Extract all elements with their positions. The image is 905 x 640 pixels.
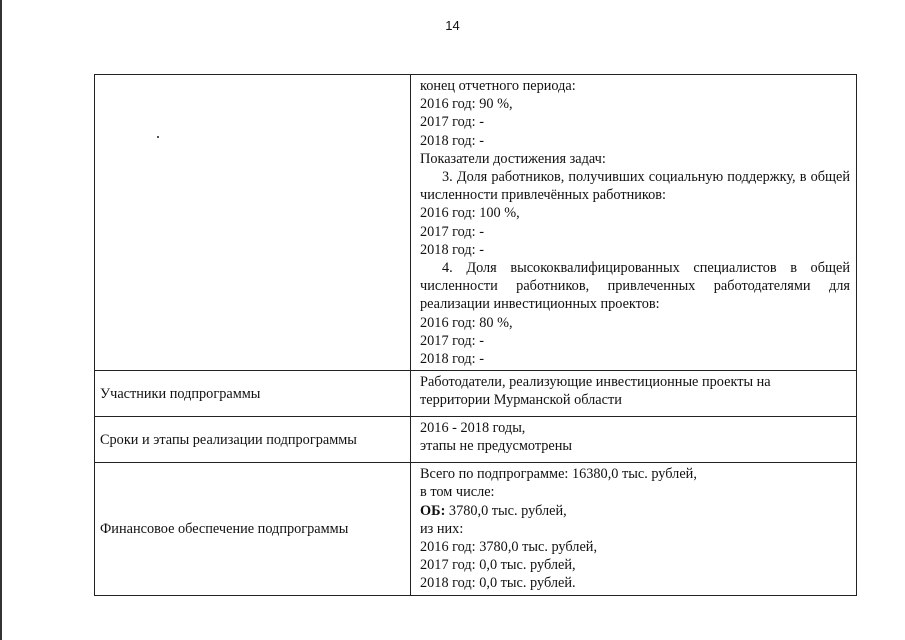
funding-total: Всего по подпрограмме: 16380,0 тыс. рублей,: [420, 466, 697, 483]
table-row-funding: [95, 463, 857, 595]
terms-value: 2016 - 2018 годы,: [420, 420, 526, 437]
passport-table: [94, 74, 857, 596]
terms-value: этапы не предусмотрены: [420, 438, 573, 455]
indicator-3-value: 2016 год: 100 %,: [420, 205, 520, 222]
indicator-4-text: 4. Доля высококвалифицированных специалистов в общей численности работников, привлеченных работодателями для реализации инвестиционных проектов:: [420, 260, 850, 313]
funding-year: 2017 год: 0,0 тыс. рублей,: [420, 557, 576, 574]
indicators-label-cell: [95, 75, 411, 371]
funding-ob-line: [420, 502, 850, 520]
participants-value-cell: [411, 371, 857, 417]
table-row-indicators: [95, 75, 857, 371]
participants-value: Работодатели, реализующие инвестиционные проекты на: [420, 374, 771, 391]
scan-edge: [0, 0, 2, 640]
participants-label: Участники подпрограммы: [95, 371, 411, 417]
indicator-line: 2018 год: -: [420, 132, 484, 149]
page-number: 14: [445, 18, 460, 33]
indicator-4-value: 2016 год: 80 %,: [420, 314, 513, 331]
terms-label: Сроки и этапы реализации подпрограммы: [95, 417, 411, 463]
indicator-3-text: 3. Доля работников, получивших социальную поддержку, в общей численности привлечённых работников:: [420, 169, 850, 204]
funding-ob-label: ОБ:: [420, 502, 446, 519]
indicator-3-value: 2017 год: -: [420, 223, 484, 240]
funding-of-them: из них:: [420, 520, 464, 537]
funding-year: 2016 год: 3780,0 тыс. рублей,: [420, 539, 598, 556]
terms-value-cell: [411, 417, 857, 463]
funding-year: 2018 год: 0,0 тыс. рублей.: [420, 575, 576, 592]
participants-value: территории Мурманской области: [420, 392, 622, 409]
indicator-4-value: 2017 год: -: [420, 332, 484, 349]
indicator-line: конец отчетного периода:: [420, 78, 576, 94]
table-row-terms: [95, 417, 857, 463]
funding-including: в том числе:: [420, 484, 495, 501]
indicator-line: 2017 год: -: [420, 114, 484, 131]
indicator-line: 2016 год: 90 %,: [420, 96, 513, 113]
tasks-heading: Показатели достижения задач:: [420, 150, 606, 167]
funding-value-cell: [411, 463, 857, 595]
table-row-participants: [95, 371, 857, 417]
indicator-4-value: 2018 год: -: [420, 351, 484, 368]
indicators-value-cell: [411, 75, 857, 371]
indicator-3-value: 2018 год: -: [420, 241, 484, 258]
funding-ob-value: 3780,0 тыс. рублей,: [445, 502, 567, 519]
funding-label: Финансовое обеспечение подпрограммы: [95, 463, 411, 595]
